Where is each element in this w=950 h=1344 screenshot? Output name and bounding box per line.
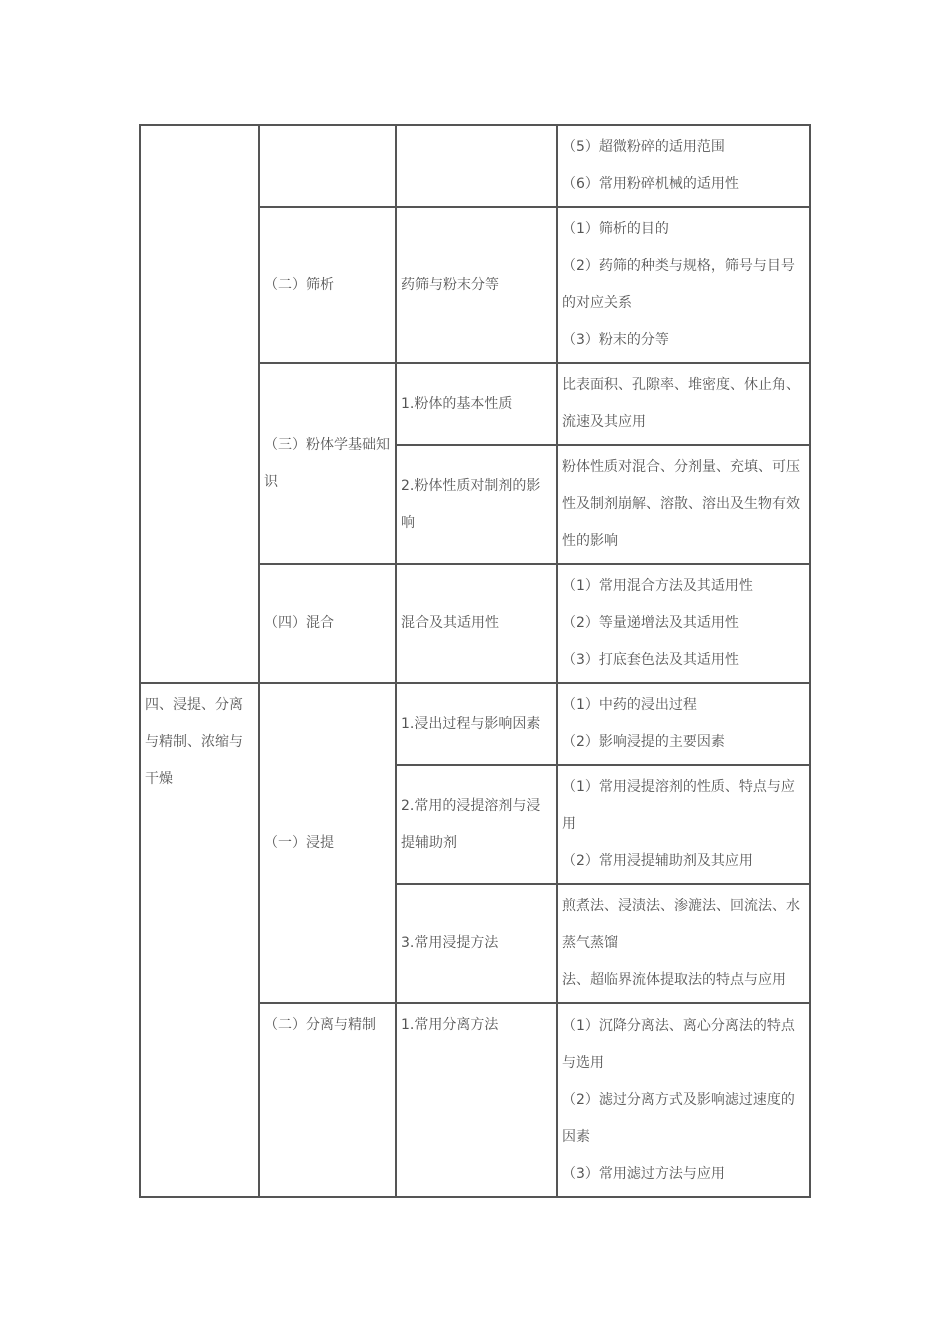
points-cell [557,363,810,445]
table-row [140,125,810,207]
point-item: （1）沉降分离法、离心分离法的特点与选用 [562,1017,795,1071]
point-item: （2）影响浸提的主要因素 [562,734,725,750]
unit-cell: 1.常用分离方法 [396,1003,557,1197]
chapter-cell [140,125,259,683]
point-item: （1）筛析的目的 [562,221,669,237]
unit-cell [396,125,557,207]
section-cell: （三）粉体学基础知识 [259,363,396,564]
point-item: （1）中药的浸出过程 [562,697,697,713]
points-cell [557,445,810,564]
points-cell [557,765,810,884]
point-item: 煎煮法、浸渍法、渗漉法、回流法、水蒸气蒸馏 [562,898,800,951]
point-item: （3）常用滤过方法与应用 [562,1165,725,1182]
section-cell: （一）浸提 [259,683,396,1003]
unit-cell: 药筛与粉末分等 [396,207,557,363]
table-row [140,683,810,765]
point-item: （2）药筛的种类与规格，筛号与目号的对应关系 [562,258,795,311]
unit-cell: 1.粉体的基本性质 [396,363,557,445]
unit-cell: 2.常用的浸提溶剂与浸提辅助剂 [396,765,557,884]
point-item: （2）滤过分离方式及影响滤过速度的因素 [562,1091,795,1145]
point-item: （5）超微粉碎的适用范围 [562,139,725,155]
section-cell: （四）混合 [259,564,396,683]
section-cell: （二）筛析 [259,207,396,363]
points-cell [557,564,810,683]
point-item: （3）粉末的分等 [562,332,669,348]
section-cell: （二）分离与精制 [259,1003,396,1197]
point-item: （6）常用粉碎机械的适用性 [562,176,739,192]
point-item: （3）打底套色法及其适用性 [562,652,739,668]
point-item: 粉体性质对混合、分剂量、充填、可压性及制剂崩解、溶散、溶出及生物有效性的影响 [562,459,800,549]
points-cell [557,1003,810,1197]
point-item: 法、超临界流体提取法的特点与应用 [562,972,786,988]
unit-cell: 2.粉体性质对制剂的影响 [396,445,557,564]
unit-cell: 1.浸出过程与影响因素 [396,683,557,765]
points-cell [557,683,810,765]
unit-cell: 混合及其适用性 [396,564,557,683]
point-item: （1）常用浸提溶剂的性质、特点与应用 [562,779,795,832]
syllabus-table [139,124,811,1198]
point-item: （1）常用混合方法及其适用性 [562,578,753,594]
unit-cell: 3.常用浸提方法 [396,884,557,1003]
section-cell [259,125,396,207]
point-item: （2）常用浸提辅助剂及其应用 [562,853,753,869]
chapter-cell: 四、浸提、分离与精制、浓缩与干燥 [140,683,259,1197]
points-cell [557,125,810,207]
points-cell [557,884,810,1003]
point-item: （2）等量递增法及其适用性 [562,615,739,631]
point-item: 比表面积、孔隙率、堆密度、休止角、流速及其应用 [562,377,800,430]
points-cell [557,207,810,363]
